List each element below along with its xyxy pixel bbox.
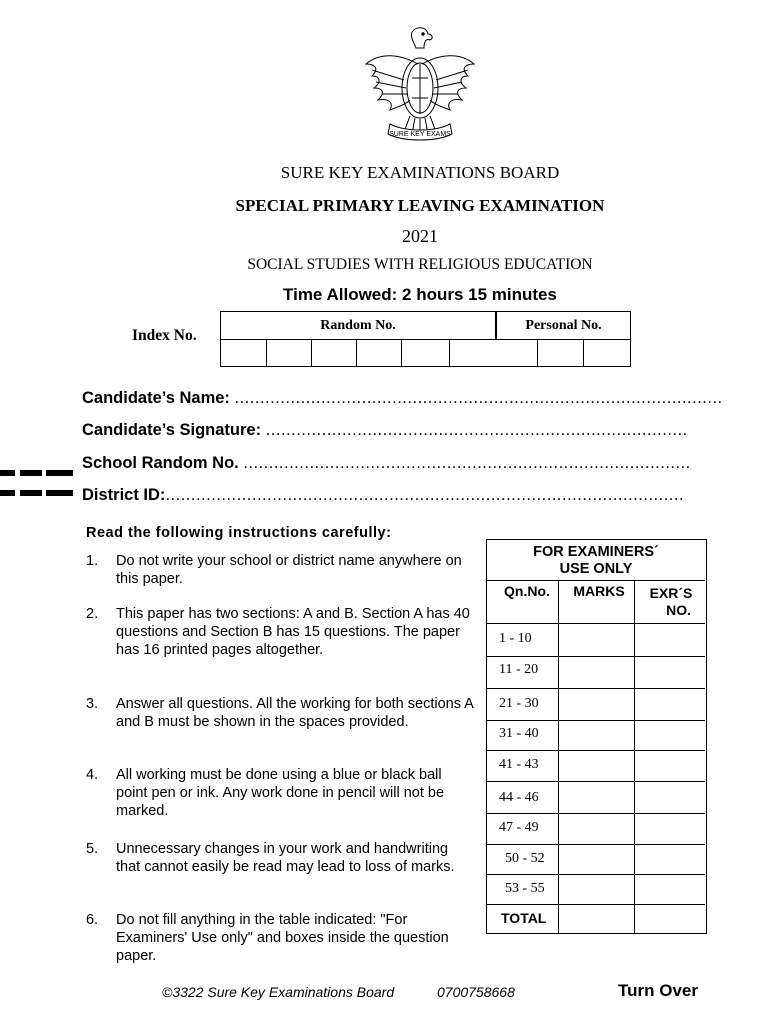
examiners-table-title <box>487 544 705 578</box>
index-cell-divider <box>311 340 312 366</box>
examiners-title-line: FOR EXAMINERS´ <box>533 544 659 560</box>
examiner-header-line: NO. <box>666 602 691 618</box>
table-rule <box>487 720 705 721</box>
table-rule <box>487 781 705 782</box>
question-range: 50 - 52 <box>505 851 545 866</box>
index-cell-divider <box>449 340 450 366</box>
random-number-header: Random No. <box>221 312 497 340</box>
table-rule <box>487 750 705 751</box>
board-name: SURE KEY EXAMINATIONS BOARD <box>280 163 560 182</box>
fill-in-line: ...................................................................................................... <box>165 486 685 504</box>
table-rule <box>487 656 705 657</box>
table-rule <box>487 874 705 875</box>
instruction-text: All working must be done using a blue or black ball point pen or ink. Any work done in pencil will not be marked. <box>116 767 445 819</box>
qn-no-header: Qn.No. <box>504 583 550 599</box>
registration-mark <box>46 470 73 476</box>
instruction-item <box>86 552 476 587</box>
question-range: 31 - 40 <box>499 726 539 741</box>
instruction-text: This paper has two sections: A and B. Section A has 40 questions and Section B has 15 questions. The paper has 16 printed pages altogether. <box>116 606 470 658</box>
footer-copyright: ©3322 Sure Key Examinations Board <box>162 984 395 1000</box>
crest-banner-text: SURE KEY EXAMS <box>389 131 451 138</box>
question-range: 53 - 55 <box>505 881 545 896</box>
footer-phone: 0700758668 <box>437 984 515 1000</box>
candidate-signature-label: Candidate’s Signature: <box>82 421 262 439</box>
question-range: 47 - 49 <box>499 820 539 835</box>
subject-title: SOCIAL STUDIES WITH RELIGIOUS EDUCATION <box>247 256 593 273</box>
instruction-item <box>86 605 476 658</box>
registration-mark <box>0 470 15 476</box>
exam-title: SPECIAL PRIMARY LEAVING EXAMINATION <box>235 196 605 215</box>
candidate-signature-field <box>82 421 688 440</box>
instruction-item <box>86 766 476 819</box>
fill-in-line: ........................................................................................ <box>243 454 691 472</box>
instruction-item <box>86 911 476 964</box>
table-rule <box>487 623 705 624</box>
table-rule <box>487 844 705 845</box>
fill-in-line: ................................................................................... <box>265 421 688 439</box>
index-cell-divider <box>583 340 584 366</box>
instruction-number: 3. <box>86 696 99 712</box>
table-rule <box>558 580 559 933</box>
instruction-number: 1. <box>86 553 99 569</box>
instruction-number: 4. <box>86 767 99 783</box>
index-cell-divider <box>356 340 357 366</box>
table-rule <box>487 580 705 581</box>
candidate-name-label: Candidate’s Name: <box>82 389 230 407</box>
table-rule <box>487 904 705 905</box>
instruction-text: Unnecessary changes in your work and handwriting that cannot easily be read may lead to loss of marks. <box>116 841 455 875</box>
instruction-number: 5. <box>86 841 99 857</box>
examiners-title-line: USE ONLY <box>559 561 633 577</box>
instruction-text: Do not fill anything in the table indicated: "For Examiners' Use only" and boxes inside the question paper. <box>116 912 449 964</box>
instruction-item <box>86 695 476 730</box>
registration-mark <box>0 490 15 496</box>
time-allowed: Time Allowed: 2 hours 15 minutes <box>283 285 557 304</box>
instruction-text: Answer all questions. All the working for both sections A and B must be shown in the spaces provided. <box>116 696 474 730</box>
instruction-number: 6. <box>86 912 99 928</box>
question-range: 1 - 10 <box>499 631 532 646</box>
school-random-field <box>82 454 691 473</box>
fill-in-line: ................................................................................................ <box>234 389 723 407</box>
candidate-name-field <box>82 389 723 408</box>
registration-mark <box>20 490 42 496</box>
examiner-no-header <box>637 585 705 619</box>
question-range: 21 - 30 <box>499 696 539 711</box>
index-number-label: Index No. <box>132 327 197 344</box>
index-cell-divider <box>266 340 267 366</box>
table-rule <box>487 813 705 814</box>
index-cell-divider <box>401 340 402 366</box>
question-range: 11 - 20 <box>499 662 539 677</box>
marks-header: MARKS <box>573 583 625 599</box>
personal-number-header: Personal No. <box>497 312 630 340</box>
eagle-crest-logo <box>360 24 480 154</box>
school-random-label: School Random No. <box>82 454 239 472</box>
district-id-field <box>82 486 684 505</box>
instructions-heading: Read the following instructions carefully: <box>86 525 392 541</box>
instruction-number: 2. <box>86 606 99 622</box>
question-range: 41 - 43 <box>499 757 539 772</box>
registration-mark <box>20 470 42 476</box>
district-id-label: District ID: <box>82 486 166 504</box>
index-cell-divider <box>537 340 538 366</box>
instruction-text: Do not write your school or district name anywhere on this paper. <box>116 553 462 587</box>
question-range: 44 - 46 <box>499 790 539 805</box>
exam-year: 2021 <box>402 226 438 246</box>
examiners-use-table <box>486 539 707 934</box>
turn-over-label: Turn Over <box>618 981 698 1000</box>
table-rule <box>634 580 635 933</box>
total-label: TOTAL <box>501 910 547 926</box>
registration-mark <box>46 490 73 496</box>
examiner-header-line: EXR´S <box>649 585 693 601</box>
instruction-item <box>86 840 476 875</box>
index-number-grid <box>220 311 631 367</box>
table-rule <box>487 688 705 689</box>
